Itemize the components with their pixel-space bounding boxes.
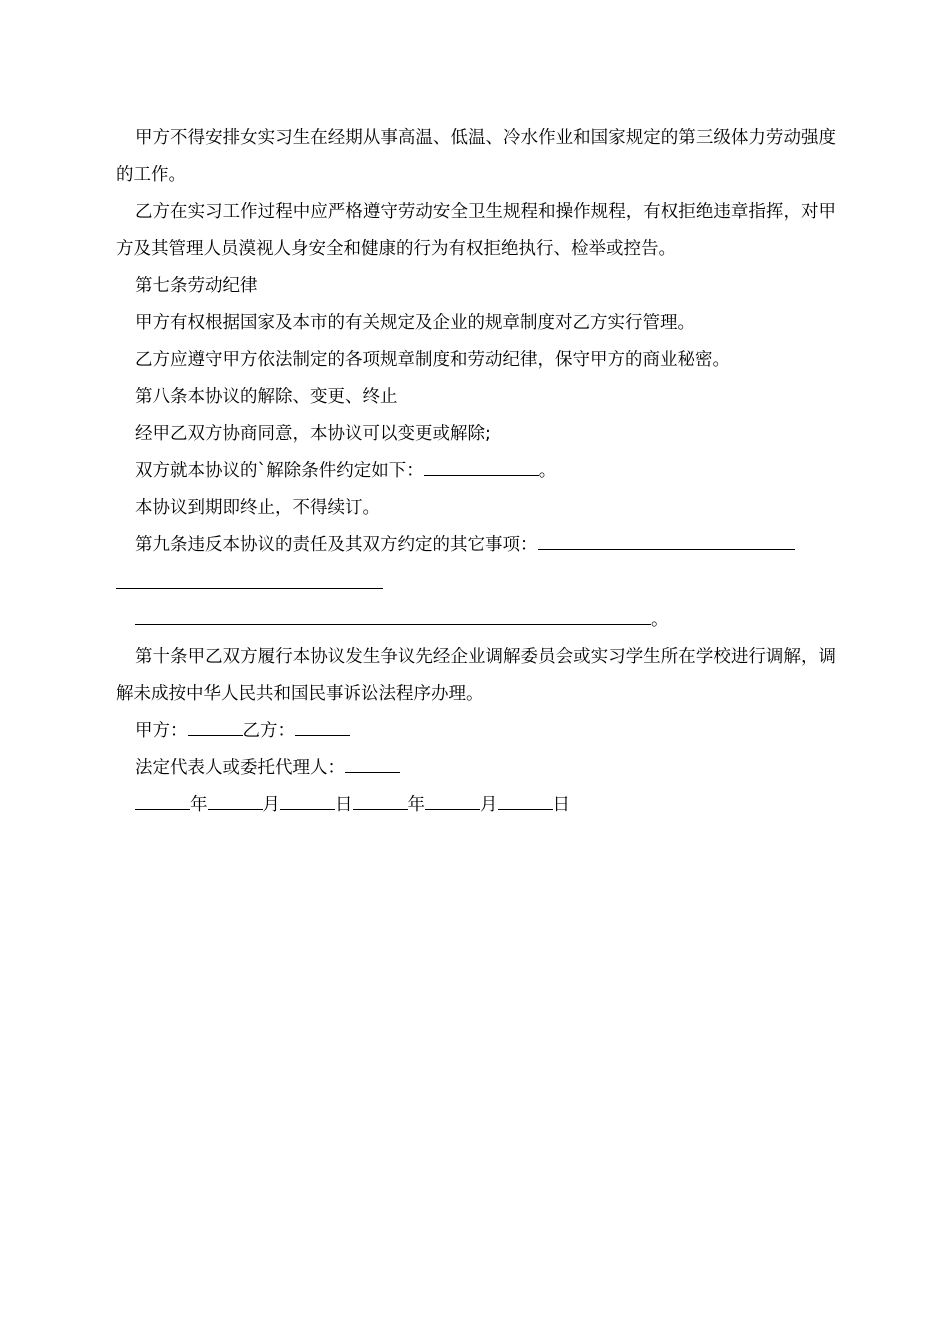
- party-b-label: 乙方：: [242, 721, 295, 741]
- article-9-blank-line-3[interactable]: [135, 623, 651, 625]
- paragraph-mutual-change: 经甲乙双方协商同意，本协议可以变更或解除;: [135, 424, 491, 444]
- signature-dates: [116, 787, 836, 824]
- article-9-heading: [116, 527, 836, 564]
- date-b-day-label: 日: [552, 795, 570, 815]
- paragraph-discipline-obligation: 乙方应遵守甲方依法制定的各项规章制度和劳动纪律，保守甲方的商业秘密。: [135, 350, 730, 370]
- article-10-dispute-resolution: 第十条甲乙双方履行本协议发生争议先经企业调解委员会或实习学生所在学校进行调解，调解未成按中华人民共和国民事诉讼法程序办理。: [116, 647, 836, 704]
- date-a-month-blank[interactable]: [208, 808, 263, 810]
- date-a-month-label: 月: [262, 795, 280, 815]
- date-a-year-blank[interactable]: [135, 808, 190, 810]
- article-9-period: 。: [651, 610, 669, 630]
- article-8-heading: 第八条本协议的解除、变更、终止: [135, 387, 398, 407]
- termination-conditions-period: 。: [538, 461, 557, 481]
- date-b-year-blank[interactable]: [353, 808, 408, 810]
- representative-label: 法定代表人或委托代理人：: [135, 758, 345, 778]
- date-a-day-label: 日: [335, 795, 353, 815]
- termination-conditions-blank[interactable]: [424, 474, 539, 476]
- termination-conditions-label: 双方就本协议的`解除条件约定如下：: [135, 461, 424, 481]
- party-a-blank[interactable]: [188, 734, 243, 736]
- article-9-blank-line-2[interactable]: [116, 564, 383, 589]
- paragraph-termination-conditions: [116, 453, 836, 490]
- party-b-blank[interactable]: [295, 734, 350, 736]
- article-7-heading: 第七条劳动纪律: [135, 276, 258, 296]
- article-9-blank-row-3: [116, 602, 836, 639]
- article-9-blank-line-1[interactable]: [538, 548, 795, 550]
- party-a-label: 甲方：: [135, 721, 188, 741]
- date-a-year-label: 年: [190, 795, 208, 815]
- document-page: [116, 120, 836, 824]
- date-b-month-label: 月: [480, 795, 498, 815]
- signature-representative: [116, 750, 836, 787]
- date-b-day-blank[interactable]: [498, 808, 553, 810]
- article-9-label: 第九条违反本协议的责任及其双方约定的其它事项：: [135, 535, 538, 555]
- paragraph-management-right: 甲方有权根据国家及本市的有关规定及企业的规章制度对乙方实行管理。: [135, 313, 695, 333]
- date-b-year-label: 年: [407, 795, 425, 815]
- signature-parties: [116, 713, 836, 750]
- date-b-month-blank[interactable]: [425, 808, 480, 810]
- paragraph-female-intern-protection: 甲方不得安排女实习生在经期从事高温、低温、冷水作业和国家规定的第三级体力劳动强度的工作。: [116, 128, 836, 185]
- representative-blank[interactable]: [345, 771, 400, 773]
- paragraph-safety-rules: 乙方在实习工作过程中应严格遵守劳动安全卫生规程和操作规程，有权拒绝违章指挥，对甲方及其管理人员漠视人身安全和健康的行为有权拒绝执行、检举或控告。: [116, 202, 836, 259]
- paragraph-expiry: 本协议到期即终止，不得续订。: [135, 498, 380, 518]
- date-a-day-blank[interactable]: [280, 808, 335, 810]
